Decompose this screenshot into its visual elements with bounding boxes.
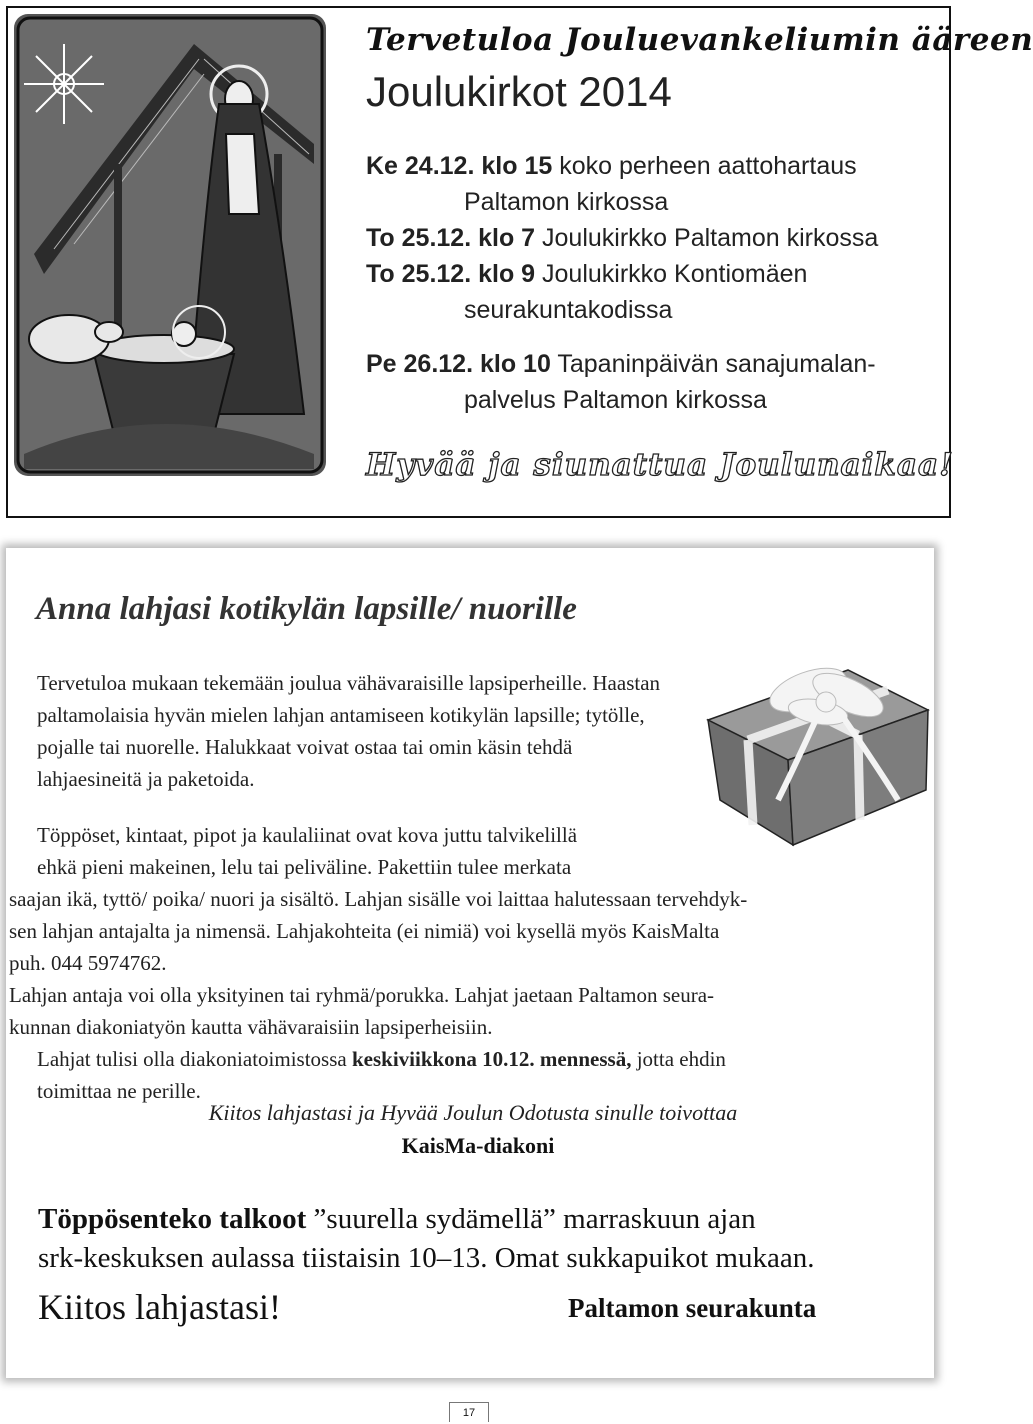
deadline-line-2: toimittaa ne perille.: [37, 1079, 201, 1103]
page-number: 17: [449, 1402, 489, 1422]
deadline-pre: Lahjat tulisi olla diakoniatoimistossa: [37, 1047, 352, 1071]
talkoot-line-1: [38, 1203, 756, 1236]
thanks-text: Kiitos lahjastasi ja Hyvää Joulun Odotusta sinulle toivottaa: [208, 1100, 738, 1125]
gift-details-line: saajan ikä, tyttö/ poika/ nuori ja sisältö. Lahjan sisälle voi laittaa halutessaan tervehdyk-: [9, 887, 748, 911]
closing-thanks: Kiitos lahjastasi!: [38, 1287, 281, 1327]
service-text-cont: seurakuntakodissa: [464, 296, 673, 324]
gift-details-line: sen lahjan antajalta ja nimensä. Lahjakohteita (ei nimiä) voi kysellä myös KaisMalta: [9, 919, 720, 943]
nativity-illustration: [14, 14, 326, 476]
service-item: [366, 256, 807, 328]
service-item: [366, 148, 857, 220]
gift-details-line: ehkä pieni makeinen, lelu tai peliväline. Pakettiin tulee merkata: [37, 855, 572, 879]
service-day: To 25.12.: [366, 260, 472, 288]
service-day: Ke 24.12.: [366, 152, 475, 180]
service-text-cont: palvelus Paltamon kirkossa: [464, 386, 767, 414]
talkoot-title: Töppösenteko talkoot: [38, 1203, 307, 1235]
script-title: Tervetuloa Jouluevankeliumin ääreen: [366, 22, 1033, 58]
talkoot-text: ”suurella sydämellä” marraskuun ajan: [306, 1203, 756, 1235]
deadline-line: [37, 1043, 917, 1075]
service-text: koko perheen aattohartaus: [559, 152, 857, 180]
service-item: [366, 220, 878, 256]
service-text: Joulukirkko Paltamon kirkossa: [542, 224, 879, 252]
thanks-signature: KaisMa-diakoni: [401, 1133, 555, 1158]
service-text-cont: Paltamon kirkossa: [464, 188, 669, 216]
service-text: Tapaninpäivän sanajumalan-: [550, 350, 876, 378]
gift-details-line: Lahjan antaja voi olla yksityinen tai ryhmä/porukka. Lahjat jaetaan Paltamon seura-: [9, 983, 715, 1007]
service-day: Pe 26.12.: [366, 350, 474, 378]
service-time: klo 9: [478, 260, 536, 288]
blessing-text: Hyvää ja siunattua Joulunaikaa!: [366, 447, 954, 483]
parish-signature: Paltamon seurakunta: [568, 1293, 817, 1323]
service-time: klo 10: [479, 350, 551, 378]
gift-details-line: kunnan diakoniatyön kautta vähävaraisiin lapsiperheisiin.: [9, 1015, 493, 1039]
service-time: klo 15: [481, 152, 553, 180]
deadline-post: jotta ehdin: [631, 1047, 726, 1071]
service-text: Joulukirkko Kontiomäen: [542, 260, 808, 288]
main-title: Joulukirkot 2014: [366, 68, 672, 115]
service-item: [366, 346, 876, 418]
deadline-bold: keskiviikkona 10.12. mennessä,: [351, 1047, 632, 1071]
gift-heading: Anna lahjasi kotikylän lapsille/ nuorille: [36, 591, 577, 627]
gift-intro-paragraph: Tervetuloa mukaan tekemään joulua vähävaraisille lapsiperheille. Haastan paltamolaisia hyvän mielen lahjan antamiseen kotikylän lapsille; tytölle, pojalle tai nuorelle. Halukkaat voivat ostaa tai omin käsin tehdä lahjaesineitä ja paketoida.: [37, 671, 661, 791]
talkoot-line-2: srk-keskuksen aulassa tiistaisin 10–13. Omat sukkapuikot mukaan.: [38, 1242, 815, 1274]
service-day: To 25.12.: [366, 224, 472, 252]
gift-details-line: puh. 044 5974762.: [9, 951, 167, 975]
gift-details-line: Töppöset, kintaat, pipot ja kaulaliinat ovat kova juttu talvikelillä: [37, 823, 578, 847]
service-time: klo 7: [478, 224, 536, 252]
gift-details-paragraph: [9, 819, 917, 1107]
